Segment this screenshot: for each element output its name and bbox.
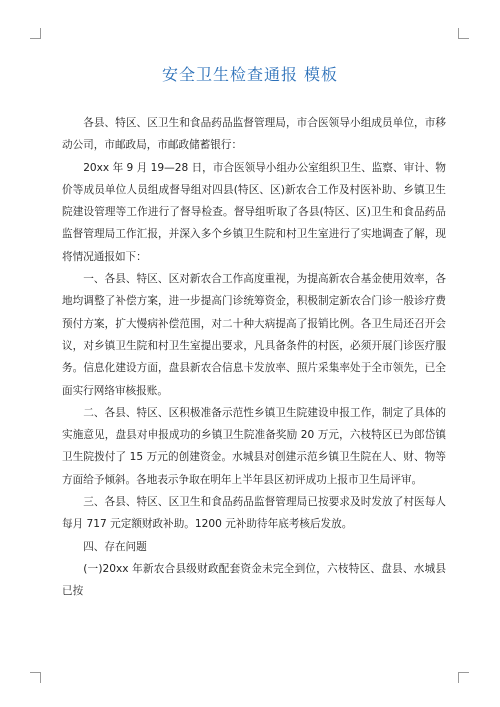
paragraph-section-4-1: (一)20xx 年新农合县级财政配套资金未完全到位，六枝特区、盘县、水城县已按 [62,562,446,598]
heading-section-4: 四、存在问题 [83,540,147,553]
crop-mark-top-left [30,28,41,39]
paragraph-section-2: 二、各县、特区、区积极准备示范性乡镇卫生院建设申报工作，制定了具体的实施意见，盘县对申报成功的乡镇卫生院准备奖励 20 万元，六枝特区已为郎岱镇卫生院拨付了 15 万元的创建资金。水城县对创建示范乡镇卫生院在人、财、物等方面给予倾斜。各地表示争取在明年上半年县区初评成功上报市卫生局评审。 [62,406,446,486]
paragraph-recipients: 各县、特区、区卫生和食品药品监督管理局，市合医领导小组成员单位，市移动公司，市邮政局，市邮政储蓄银行： [62,117,446,152]
paragraph-section-3: 三、各县、特区、区卫生和食品药品监督管理局已按要求及时发放了村医每人每月 717 元定额财政补助。1200 元补助待年底考核后发放。 [62,496,446,531]
crop-mark-top-right [458,28,469,39]
crop-mark-bottom-right [458,672,469,683]
document-title: 安全卫生检查通报 模板 [161,65,339,84]
paragraph-section-1: 一、各县、特区、区对新农合工作高度重视，为提高新农合基金使用效率，各地均调整了补偿方案，进一步提高门诊统筹资金，积极制定新农合门诊一般诊疗费预付方案，扩大慢病补偿范围，对二十种大病提高了报销比例。各卫生局还召开会议，对乡镇卫生院和村卫生室提出要求，凡具备条件的村医，必须开展门诊医疗服务。信息化建设方面，盘县新农合信息卡发放率、照片采集率处于全市领先，已全面实行网络审核报账。 [62,273,446,397]
paragraph-intro: 20xx 年 9 月 19—28 日，市合医领导小组办公室组织卫生、监察、审计、物价等成员单位人员组成督导组对四县(特区、区)新农合工作及村医补助、乡镇卫生院建设管理等工作进行了督导检查。督导组听取了各县(特区、区)卫生和食品药品监督管理局工作汇报，并深入多个乡镇卫生院和村卫生室进行了实地调查了解，现将情况通报如下： [62,161,446,263]
document-body [62,112,446,603]
crop-mark-bottom-left [30,672,41,683]
